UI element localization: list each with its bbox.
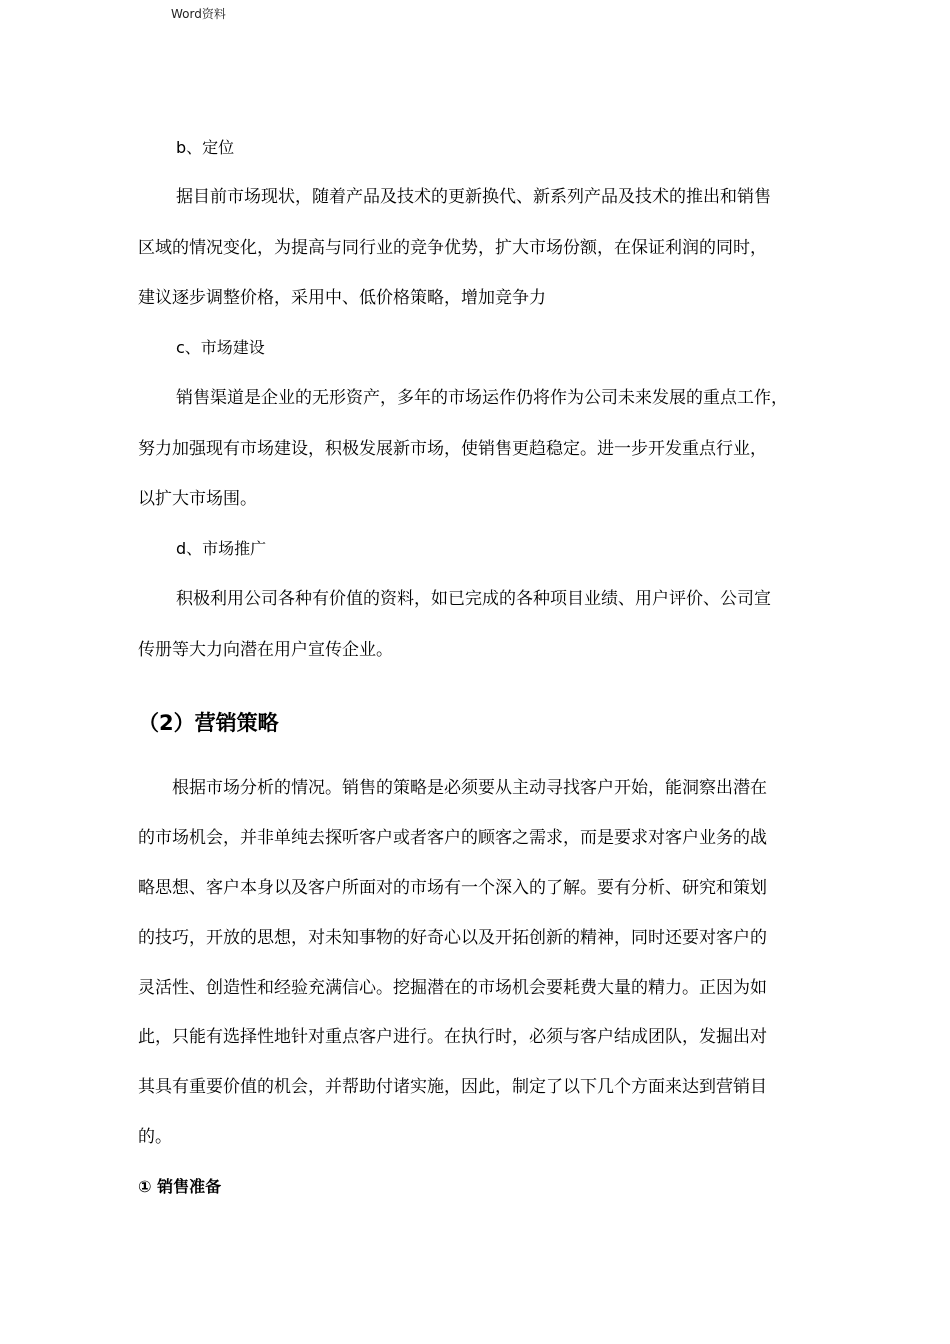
paragraph-line: 区域的情况变化，为提高与同行业的竞争优势，扩大市场份额，在保证利润的同时，: [138, 238, 767, 258]
paragraph-line: 此，只能有选择性地针对重点客户进行。在执行时，必须与客户结成团队，发掘出对: [138, 1027, 767, 1047]
paragraph-line: 的市场机会，并非单纯去探听客户或者客户的顾客之需求，而是要求对客户业务的战: [138, 828, 767, 848]
sales-preparation-heading: ① 销售准备: [138, 1177, 222, 1196]
paragraph-line: 据目前市场现状，随着产品及技术的更新换代、新系列产品及技术的推出和销售: [176, 187, 771, 207]
paragraph-line: 其具有重要价值的机会，并帮助付诸实施，因此，制定了以下几个方面来达到营销目: [138, 1077, 767, 1097]
paragraph-line: 建议逐步调整价格，采用中、低价格策略，增加竞争力: [138, 288, 546, 308]
paragraph-line: 努力加强现有市场建设，积极发展新市场，使销售更趋稳定。进一步开发重点行业，: [138, 439, 767, 459]
paragraph-line: 积极利用公司各种有价值的资料，如已完成的各种项目业绩、用户评价、公司宣: [176, 589, 771, 609]
section-b-heading: b、定位: [176, 138, 235, 157]
section-d-heading: d、市场推广: [176, 539, 267, 558]
paragraph-line: 略思想、客户本身以及客户所面对的市场有一个深入的了解。要有分析、研究和策划: [138, 878, 767, 898]
page-header: Word资料: [171, 7, 226, 21]
paragraph-line: 根据市场分析的情况。销售的策略是必须要从主动寻找客户开始，能洞察出潜在: [172, 778, 767, 798]
section-c-heading: c、市场建设: [176, 338, 265, 357]
paragraph-line: 的技巧，开放的思想，对未知事物的好奇心以及开拓创新的精神，同时还要对客户的: [138, 928, 767, 948]
section-2-title: （2）营销策略: [138, 711, 279, 735]
paragraph-line: 传册等大力向潜在用户宣传企业。: [138, 640, 393, 660]
paragraph-line: 以扩大市场围。: [138, 489, 257, 509]
paragraph-line: 销售渠道是企业的无形资产，多年的市场运作仍将作为公司未来发展的重点工作，: [176, 388, 788, 408]
paragraph-line: 灵活性、创造性和经验充满信心。挖掘潜在的市场机会要耗费大量的精力。正因为如: [138, 978, 767, 998]
paragraph-line: 的。: [138, 1127, 172, 1147]
